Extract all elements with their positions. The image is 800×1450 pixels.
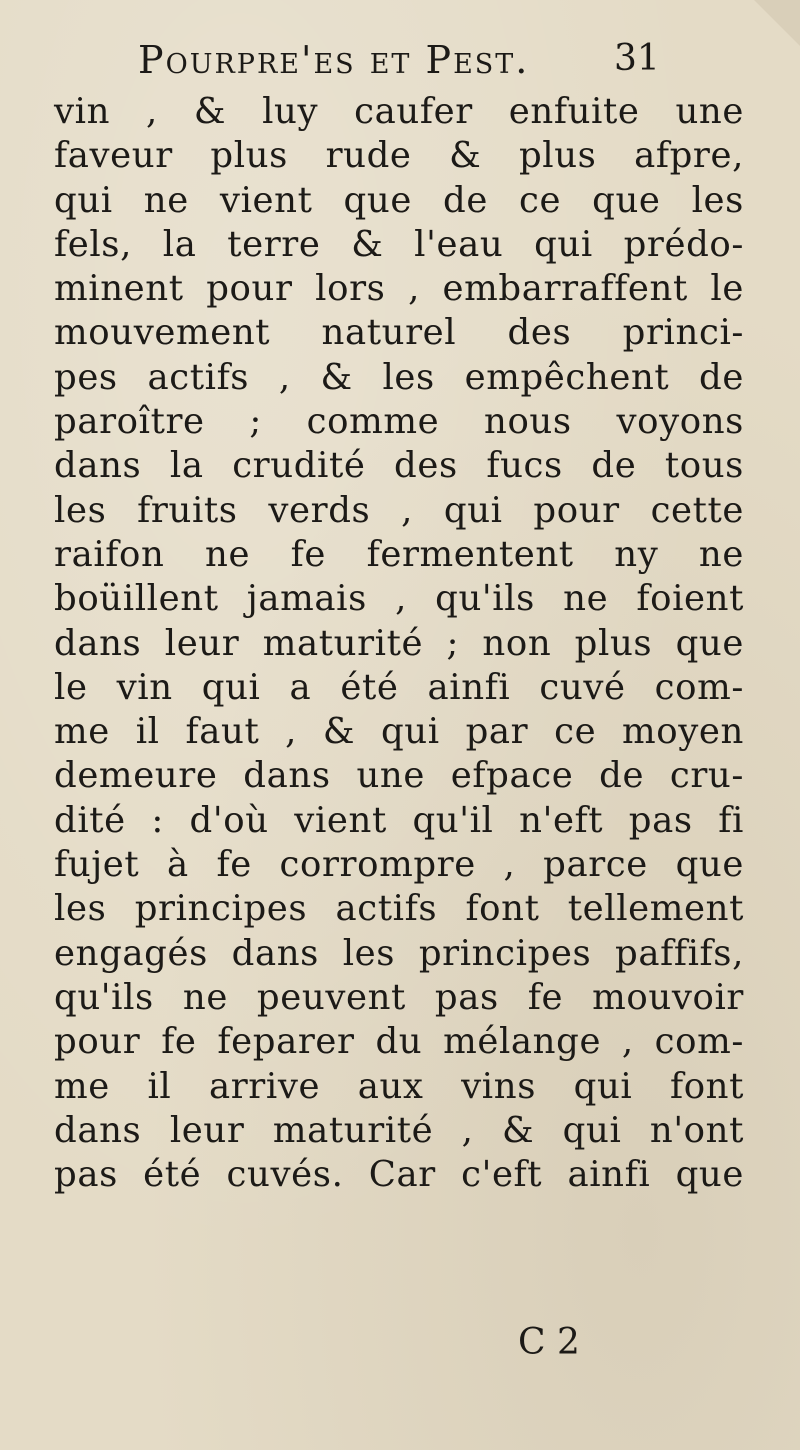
text-line: engagés dans les principes paffifs,	[54, 932, 744, 974]
text-line: les fruits verds , qui pour cette	[54, 489, 744, 531]
text-line: pas été cuvés. Car c'eft ainfi que	[54, 1154, 744, 1196]
text-line: dans leur maturité , & qui n'ont	[54, 1109, 744, 1151]
signature-mark: C 2	[518, 1322, 580, 1363]
text-line: raifon ne fe fermentent ny ne	[54, 533, 744, 575]
text-line: faveur plus rude & plus afpre,	[54, 135, 744, 177]
text-line: boüillent jamais , qu'ils ne foient	[54, 578, 744, 620]
text-line: me il faut , & qui par ce moyen	[54, 711, 744, 753]
text-line: qu'ils ne peuvent pas fe mouvoir	[54, 976, 744, 1018]
text-line: me il arrive aux vins qui font	[54, 1065, 744, 1107]
text-line: dité : d'où vient qu'il n'eft pas fi	[54, 799, 744, 841]
text-line: pes actifs , & les empêchent de	[54, 356, 744, 398]
text-line: qui ne vient que de ce que les	[54, 179, 744, 221]
text-line: fels, la terre & l'eau qui prédo-	[54, 223, 744, 265]
body-text	[54, 90, 744, 1197]
text-line: vin , & luy caufer enfuite une	[54, 91, 744, 132]
text-line: dans la crudité des fucs de tous	[54, 445, 744, 487]
text-line: pour fe feparer du mélange , com-	[54, 1021, 744, 1063]
text-line: minent pour lors , embarraffent le	[54, 268, 744, 310]
text-line: mouvement naturel des princi-	[54, 312, 744, 354]
text-line: le vin qui a été ainfi cuvé com-	[54, 666, 744, 708]
running-title: Pourpre'es et Pest.	[138, 38, 530, 82]
page-number: 31	[614, 38, 660, 79]
text-line: fujet à fe corrompre , parce que	[54, 844, 744, 886]
text-line: dans leur maturité ; non plus que	[54, 622, 744, 664]
running-head	[0, 38, 800, 88]
text-line: demeure dans une efpace de cru-	[54, 755, 744, 797]
text-line: les principes actifs font tellement	[54, 888, 744, 930]
text-line: paroître ; comme nous voyons	[54, 401, 744, 443]
